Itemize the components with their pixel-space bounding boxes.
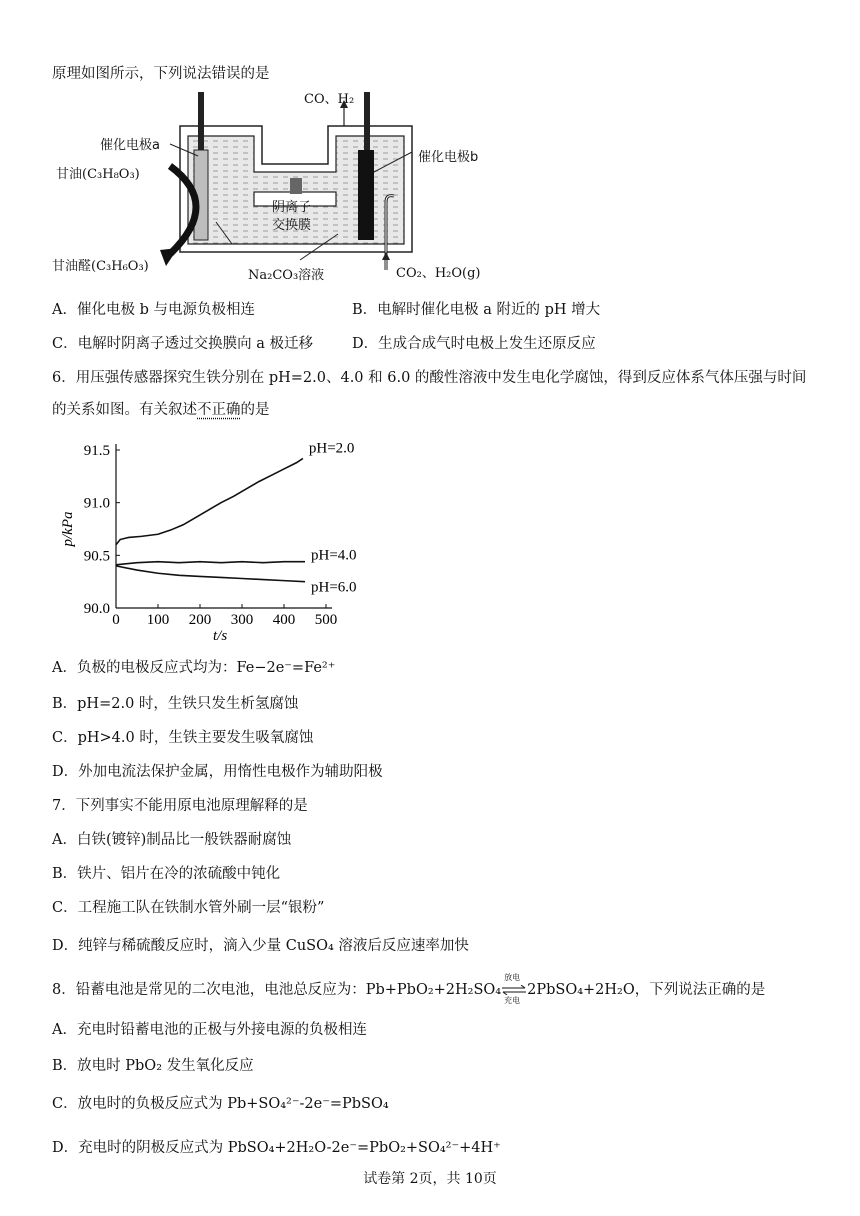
series-line-3 [116, 566, 305, 582]
glycerol-label: 甘油(C₃H₈O₃) [56, 167, 140, 182]
electrode-b [358, 150, 374, 240]
x-tick-label: 0 [112, 612, 120, 628]
series-label-1: pH=2.0 [308, 440, 355, 457]
y-axis-label: p/kPa [60, 511, 76, 547]
electrode-b-label: 催化电极b [418, 150, 479, 165]
x-tick-label: 500 [314, 612, 338, 628]
q8-option-b[interactable]: B．放电时 PbO₂ 发生氧化反应 [52, 1058, 254, 1074]
q7-option-a[interactable]: A．白铁(镀锌)制品比一般铁器耐腐蚀 [52, 832, 292, 848]
electrode-a-label: 催化电极a [100, 138, 160, 153]
glyceraldehyde-label: 甘油醛(C₃H₆O₃) [52, 259, 149, 274]
gas-out-label: CO、H₂ [304, 92, 355, 107]
x-axis-label: t/s [213, 628, 228, 644]
y-tick-label: 90.0 [83, 601, 110, 617]
q7-stem: 7．下列事实不能用原电池原理解释的是 [52, 798, 308, 814]
series-label-3: pH=6.0 [311, 579, 357, 596]
series-line-1 [116, 458, 303, 544]
x-tick-label: 300 [230, 612, 254, 628]
gas-in-label: CO₂、H₂O(g) [396, 266, 481, 281]
q8-option-a[interactable]: A．充电时铅蓄电池的正极与外接电源的负极相连 [52, 1022, 367, 1038]
electrode-a-rod [198, 92, 204, 152]
reversible-arrow: 放电 充电 [501, 981, 527, 999]
series-label-2: pH=4.0 [311, 547, 357, 564]
y-tick-label: 91.5 [83, 443, 110, 459]
q8-stem: 8．铅蓄电池是常见的二次电池，电池总反应为：Pb+PbO₂+2H₂SO₄ 放电 充电 2PbSO₄+2H₂O，下列说法正确的是 [52, 973, 766, 1005]
q7-option-b[interactable]: B．铁片、铝片在冷的浓硫酸中钝化 [52, 866, 281, 882]
x-tick-label: 100 [146, 612, 170, 628]
membrane-label-1: 阴离子 [272, 200, 312, 215]
electrolysis-diagram [52, 84, 512, 280]
membrane-label-2: 交换膜 [272, 218, 312, 233]
q5-option-b[interactable]: B．电解时催化电极 a 附近的 pH 增大 [352, 302, 601, 318]
q7-option-c[interactable]: C．工程施工队在铁制水管外刷一层“银粉” [52, 900, 325, 916]
page-footer: 试卷第 2页，共 10页 [363, 1171, 497, 1187]
q7-option-d[interactable]: D．纯锌与稀硫酸反应时，滴入少量 CuSO₄ 溶液后反应速率加快 [52, 938, 469, 954]
q6-option-c[interactable]: C．pH>4.0 时，生铁主要发生吸氧腐蚀 [52, 730, 314, 746]
membrane [290, 178, 302, 194]
y-tick-label: 91.0 [83, 495, 110, 512]
q6-option-d[interactable]: D．外加电流法保护金属，用惰性电极作为辅助阳极 [52, 764, 383, 780]
q6-option-b[interactable]: B．pH=2.0 时，生铁只发生析氢腐蚀 [52, 696, 299, 712]
q6-stem-line1: 6．用压强传感器探究生铁分别在 pH=2.0、4.0 和 6.0 的酸性溶液中发生电化学腐蚀，得到反应体系气体压强与时间 [52, 370, 807, 386]
question-intro: 原理如图所示，下列说法错误的是 [52, 66, 270, 82]
q6-stem-line2: 的关系如图。有关叙述不正确的是 [52, 402, 270, 418]
q6-option-a[interactable]: A．负极的电极反应式均为：Fe−2e⁻=Fe²⁺ [52, 660, 336, 676]
x-tick-label: 200 [188, 612, 212, 628]
series-line-2 [116, 562, 305, 565]
x-tick-label: 400 [272, 612, 296, 628]
pressure-time-chart [58, 436, 398, 646]
electrode-b-rod [364, 92, 370, 152]
q5-option-d[interactable]: D．生成合成气时电极上发生还原反应 [352, 336, 596, 352]
emphasis-text: 不正确 [197, 402, 241, 418]
q8-option-c[interactable]: C．放电时的负极反应式为 Pb+SO₄²⁻-2e⁻=PbSO₄ [52, 1096, 389, 1112]
y-tick-label: 90.5 [83, 548, 110, 565]
q5-option-a[interactable]: A．催化电极 b 与电源负极相连 [52, 302, 255, 318]
q8-option-d[interactable]: D．充电时的阴极反应式为 PbSO₄+2H₂O-2e⁻=PbO₂+SO₄²⁻+4H⁺ [52, 1140, 501, 1156]
q5-option-c[interactable]: C．电解时阴离子透过交换膜向 a 极迁移 [52, 336, 313, 352]
solution-label: Na₂CO₃溶液 [248, 268, 325, 283]
